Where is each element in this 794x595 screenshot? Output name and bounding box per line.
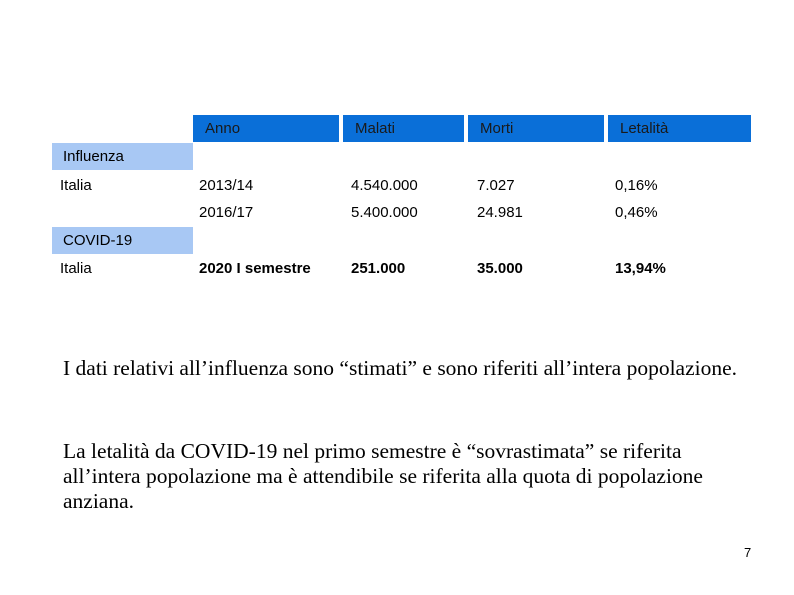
cell-letalita: 0,16% — [615, 177, 658, 194]
cell-anno: 2016/17 — [199, 204, 254, 221]
region-covid: Italia — [60, 260, 92, 277]
note-influenza-paragraph: I dati relativi all’influenza sono “stimati” e sono riferiti all’intera popolazione. — [63, 356, 738, 380]
cell-morti: 35.000 — [477, 260, 523, 277]
header-malati: Malati — [343, 115, 464, 142]
header-letalita: Letalità — [608, 115, 751, 142]
note-covid-paragraph: La letalità da COVID-19 nel primo semestre è “sovrastimata” se riferita all’intera popolazione ma è attendibile se riferita alla quota di popolazione anziana. — [63, 439, 703, 513]
cell-anno: 2013/14 — [199, 177, 254, 194]
header-morti: Morti — [468, 115, 604, 142]
cell-anno: 2020 I semestre — [199, 260, 311, 277]
cell-malati: 4.540.000 — [351, 177, 418, 194]
section-label-influenza: Influenza — [52, 143, 193, 170]
cell-letalita: 13,94% — [615, 260, 666, 277]
section-label-covid: COVID-19 — [52, 227, 193, 254]
page-number: 7 — [744, 545, 752, 560]
cell-letalita: 0,46% — [615, 204, 658, 221]
cell-morti: 24.981 — [477, 204, 523, 221]
region-influenza: Italia — [60, 177, 92, 194]
header-anno: Anno — [193, 115, 339, 142]
cell-morti: 7.027 — [477, 177, 515, 194]
cell-malati: 5.400.000 — [351, 204, 418, 221]
cell-malati: 251.000 — [351, 260, 406, 277]
